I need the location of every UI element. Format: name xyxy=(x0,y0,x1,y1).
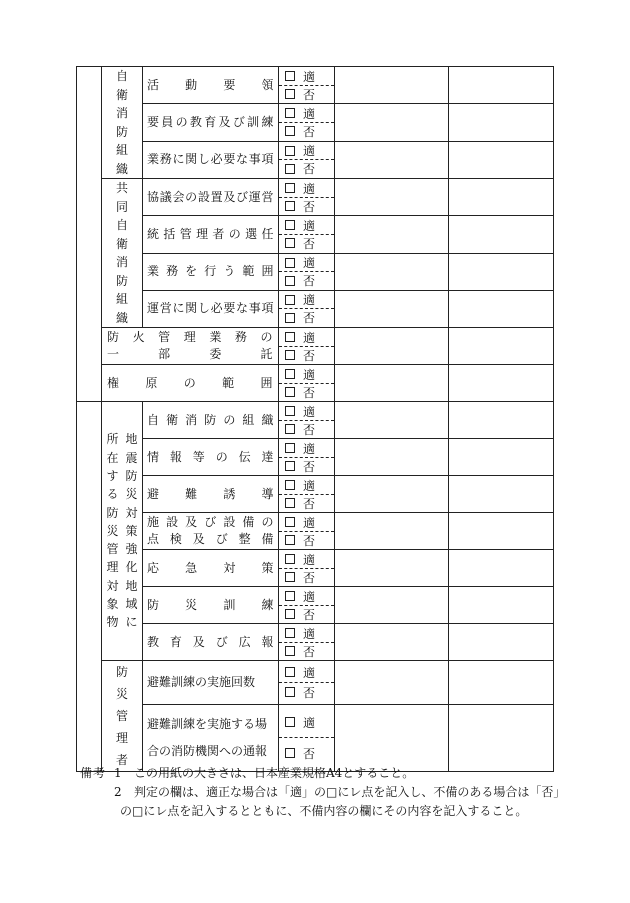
item-label: 防 災 訓 練 xyxy=(143,587,279,624)
remarks-cell[interactable] xyxy=(449,439,554,476)
group-char: 衛 xyxy=(115,236,128,251)
judge-ng-label: 否 xyxy=(303,496,316,511)
judge-ok-label: 適 xyxy=(303,715,316,730)
item-label: 応 急 対 策 xyxy=(143,550,279,587)
group-char: 化 xyxy=(125,560,138,575)
group-char: 同 xyxy=(115,199,128,214)
judge-cell xyxy=(279,290,335,327)
defect-content-cell[interactable] xyxy=(335,476,449,513)
group-char: 消 xyxy=(115,106,128,120)
group-char: 災 xyxy=(125,487,138,502)
remarks-cell[interactable] xyxy=(449,253,554,290)
remarks-cell[interactable] xyxy=(449,141,554,178)
judge-cell xyxy=(279,439,335,476)
judge-ok-label: 適 xyxy=(303,367,316,382)
judge-ok-label: 適 xyxy=(303,441,316,456)
item-label: 運営に関し必要な事項 xyxy=(143,290,279,327)
group-jishin xyxy=(102,402,143,661)
judge-cell xyxy=(279,365,335,402)
group-char: 織 xyxy=(115,161,128,176)
defect-content-cell[interactable] xyxy=(335,328,449,365)
item-label: 活 動 要 領 xyxy=(143,67,279,104)
group-char: 理 xyxy=(115,731,128,745)
judge-ok-label: 適 xyxy=(303,589,316,604)
checkbox-ok[interactable] xyxy=(285,554,295,564)
checkbox-ng[interactable] xyxy=(285,201,295,211)
remarks-label: 備考 xyxy=(80,766,107,780)
checkbox-ng[interactable] xyxy=(285,535,295,545)
remarks-cell[interactable] xyxy=(449,104,554,141)
judge-ng-label: 否 xyxy=(303,459,316,474)
checkbox-ok[interactable] xyxy=(285,667,295,677)
group-char: 災 xyxy=(115,687,128,701)
inspection-table xyxy=(76,66,554,772)
checkbox-ng[interactable] xyxy=(285,498,295,508)
group-char: 所 xyxy=(106,432,119,447)
defect-content-cell[interactable] xyxy=(335,365,449,402)
checkbox-ok[interactable] xyxy=(285,258,295,268)
judge-ng-label: 否 xyxy=(303,685,316,700)
checkbox-ok[interactable] xyxy=(285,717,295,727)
group-char: 者 xyxy=(115,753,128,767)
group-char: 防 xyxy=(125,468,138,483)
defect-content-cell[interactable] xyxy=(335,439,449,476)
defect-content-cell[interactable] xyxy=(335,402,449,439)
checkbox-ng[interactable] xyxy=(285,387,295,397)
checkbox-ng[interactable] xyxy=(285,461,295,471)
item-authority-range: 権 原 の 範 囲 xyxy=(102,365,279,402)
checkbox-ok[interactable] xyxy=(285,406,295,416)
judge-ng-label: 否 xyxy=(303,87,316,102)
checkbox-ok[interactable] xyxy=(285,628,295,638)
remarks-notes xyxy=(80,764,600,821)
item-label: 要員の教育及び訓練 xyxy=(143,104,279,141)
remarks-cell[interactable] xyxy=(449,179,554,216)
item-label: 避難訓練の実施回数 xyxy=(143,661,279,705)
item-label: 避 難 誘 導 xyxy=(143,476,279,513)
judge-ng-label: 否 xyxy=(303,607,316,622)
group-jieishobo xyxy=(102,67,143,179)
defect-content-cell[interactable] xyxy=(335,216,449,253)
checkbox-ng[interactable] xyxy=(285,313,295,323)
group-char: 防 xyxy=(106,505,119,520)
remarks-cell[interactable] xyxy=(449,290,554,327)
remarks-cell[interactable] xyxy=(449,365,554,402)
item-label: 統括管理者の選任 xyxy=(143,216,279,253)
judge-cell xyxy=(279,104,335,141)
group-char: 策 xyxy=(125,523,138,538)
judge-ok-label: 適 xyxy=(303,665,316,680)
defect-content-cell[interactable] xyxy=(335,104,449,141)
judge-ng-label: 否 xyxy=(303,422,316,437)
item-outsourcing-line2: 一 部 委 託 xyxy=(107,347,273,361)
remarks-cell[interactable] xyxy=(449,67,554,104)
judge-ok-label: 適 xyxy=(303,181,316,196)
group-char: 衛 xyxy=(115,87,128,102)
judge-ng-label: 否 xyxy=(303,348,316,363)
checkbox-ok[interactable] xyxy=(285,146,295,156)
group-char: 強 xyxy=(125,542,138,557)
group-char: 共 xyxy=(115,181,128,195)
judge-ng-label: 否 xyxy=(303,124,316,139)
item-evacuation-report xyxy=(143,704,279,771)
checkbox-ng[interactable] xyxy=(285,424,295,434)
group-char: 織 xyxy=(115,310,128,325)
item-label: 業務を行う範囲 xyxy=(143,253,279,290)
group-bosai xyxy=(102,661,143,772)
judge-cell xyxy=(279,328,335,365)
checkbox-ng[interactable] xyxy=(285,572,295,582)
judge-ng-label: 否 xyxy=(303,199,316,214)
defect-content-cell[interactable] xyxy=(335,290,449,327)
checkbox-ok[interactable] xyxy=(285,183,295,193)
judge-ng-label: 否 xyxy=(303,162,316,177)
remarks-cell[interactable] xyxy=(449,476,554,513)
group-char: 対 xyxy=(106,578,119,593)
checkbox-ok[interactable] xyxy=(285,480,295,490)
remarks-cell[interactable] xyxy=(449,704,554,771)
defect-content-cell[interactable] xyxy=(335,253,449,290)
group-kyodo xyxy=(102,179,143,328)
judge-ok-label: 適 xyxy=(303,144,316,159)
note-text: この用紙の大きさは、日本産業規格A4とすること。 xyxy=(134,766,415,780)
group-char: 組 xyxy=(115,143,128,157)
judge-ok-label: 適 xyxy=(303,552,316,567)
checkbox-ng[interactable] xyxy=(285,126,295,136)
judge-ng-label: 否 xyxy=(303,644,316,659)
remarks-cell[interactable] xyxy=(449,587,554,624)
group-char: 災 xyxy=(106,523,119,538)
group-char: 消 xyxy=(115,255,128,269)
judge-ok-label: 適 xyxy=(303,293,316,308)
remarks-cell[interactable] xyxy=(449,550,554,587)
defect-content-cell[interactable] xyxy=(335,141,449,178)
item-label-line2: 点検及び整備 xyxy=(147,532,274,546)
checkbox-ng[interactable] xyxy=(285,350,295,360)
item-label: 業務に関し必要な事項 xyxy=(143,141,279,178)
checkbox-ng[interactable] xyxy=(285,748,295,758)
group-char: 防 xyxy=(115,273,128,288)
outer-left-cell xyxy=(77,67,102,402)
remarks-cell[interactable] xyxy=(449,402,554,439)
remarks-cell[interactable] xyxy=(449,661,554,705)
defect-content-cell[interactable] xyxy=(335,704,449,771)
checkbox-ng[interactable] xyxy=(285,238,295,248)
group-char: 管 xyxy=(106,542,119,557)
remarks-cell[interactable] xyxy=(449,216,554,253)
judge-cell xyxy=(279,550,335,587)
checkbox-ng[interactable] xyxy=(285,609,295,619)
item-facility-inspection xyxy=(143,513,279,550)
item-label-line1: 避難訓練を実施する場 xyxy=(147,717,268,732)
group-char: 自 xyxy=(115,69,128,83)
group-char: す xyxy=(106,468,119,483)
judge-ok-label: 適 xyxy=(303,330,316,345)
judge-ok-label: 適 xyxy=(303,256,316,271)
judge-ok-label: 適 xyxy=(303,69,316,84)
note-number: 2 xyxy=(114,785,122,799)
checkbox-ok[interactable] xyxy=(285,71,295,81)
note-number: 1 xyxy=(114,766,122,780)
group-char: 地 xyxy=(125,578,138,593)
group-char: 対 xyxy=(125,505,138,520)
group-char: る xyxy=(106,487,119,502)
group-char: 防 xyxy=(115,124,128,139)
judge-ng-label: 否 xyxy=(303,385,316,400)
judge-ok-label: 適 xyxy=(303,404,316,419)
note-text-continued: の□にレ点を記入するとともに、不備内容の欄にその内容を記入すること。 xyxy=(120,804,528,818)
defect-content-cell[interactable] xyxy=(335,550,449,587)
judge-cell xyxy=(279,216,335,253)
judge-cell xyxy=(279,624,335,661)
defect-content-cell[interactable] xyxy=(335,624,449,661)
checkbox-ok[interactable] xyxy=(285,517,295,527)
checkbox-ok[interactable] xyxy=(285,295,295,305)
judge-cell xyxy=(279,704,335,771)
checkbox-ok[interactable] xyxy=(285,443,295,453)
group-char: 地 xyxy=(125,432,138,447)
remarks-cell[interactable] xyxy=(449,624,554,661)
judge-ng-label: 否 xyxy=(303,746,316,761)
checkbox-ng[interactable] xyxy=(285,646,295,656)
item-label: 協議会の設置及び運営 xyxy=(143,179,279,216)
judge-ok-label: 適 xyxy=(303,626,316,641)
judge-ng-label: 否 xyxy=(303,311,316,326)
judge-cell xyxy=(279,179,335,216)
checkbox-ok[interactable] xyxy=(285,220,295,230)
defect-content-cell[interactable] xyxy=(335,179,449,216)
note-text: 判定の欄は、適正な場合は「適」の□にレ点を記入し、不備のある場合は「否」 xyxy=(134,785,566,799)
group-char: に xyxy=(125,615,138,630)
checkbox-ok[interactable] xyxy=(285,369,295,379)
checkbox-ng[interactable] xyxy=(285,687,295,697)
judge-cell xyxy=(279,513,335,550)
group-char: 物 xyxy=(106,615,119,630)
checkbox-ng[interactable] xyxy=(285,89,295,99)
item-label: 教育及び広報 xyxy=(143,624,279,661)
item-outsourcing xyxy=(102,328,279,365)
group-char: 域 xyxy=(125,597,138,612)
item-label-line2: 合の消防機関への通報 xyxy=(147,743,268,758)
item-label: 情報等の伝達 xyxy=(143,439,279,476)
judge-ok-label: 適 xyxy=(303,515,316,530)
group-char: 理 xyxy=(106,560,119,575)
judge-cell xyxy=(279,253,335,290)
group-char: 管 xyxy=(115,709,128,723)
judge-cell xyxy=(279,67,335,104)
group-char: 組 xyxy=(115,292,128,306)
judge-cell xyxy=(279,661,335,705)
outer-left-cell xyxy=(77,402,102,772)
checkbox-ok[interactable] xyxy=(285,108,295,118)
item-label-line1: 施設及び設備の xyxy=(147,515,274,530)
checkbox-ng[interactable] xyxy=(285,276,295,286)
judge-ng-label: 否 xyxy=(303,236,316,251)
judge-ok-label: 適 xyxy=(303,106,316,121)
judge-ng-label: 否 xyxy=(303,274,316,289)
judge-cell xyxy=(279,587,335,624)
group-char: 防 xyxy=(115,665,128,679)
judge-ok-label: 適 xyxy=(303,478,316,493)
judge-cell xyxy=(279,476,335,513)
remarks-cell[interactable] xyxy=(449,513,554,550)
checkbox-ok[interactable] xyxy=(285,332,295,342)
judge-ng-label: 否 xyxy=(303,533,316,548)
defect-content-cell[interactable] xyxy=(335,587,449,624)
checkbox-ng[interactable] xyxy=(285,164,295,174)
group-char: 象 xyxy=(106,597,119,612)
defect-content-cell[interactable] xyxy=(335,513,449,550)
group-char: 在 xyxy=(106,450,119,465)
remarks-cell[interactable] xyxy=(449,328,554,365)
checkbox-ok[interactable] xyxy=(285,591,295,601)
judge-cell xyxy=(279,402,335,439)
judge-ng-label: 否 xyxy=(303,570,316,585)
group-char: 自 xyxy=(115,218,128,232)
defect-content-cell[interactable] xyxy=(335,661,449,705)
defect-content-cell[interactable] xyxy=(335,67,449,104)
judge-cell xyxy=(279,141,335,178)
item-label: 自衛消防の組織 xyxy=(143,402,279,439)
item-outsourcing-line1: 防 火 管 理 業 務 の xyxy=(107,330,273,345)
judge-ok-label: 適 xyxy=(303,218,316,233)
group-char: 震 xyxy=(125,450,138,465)
